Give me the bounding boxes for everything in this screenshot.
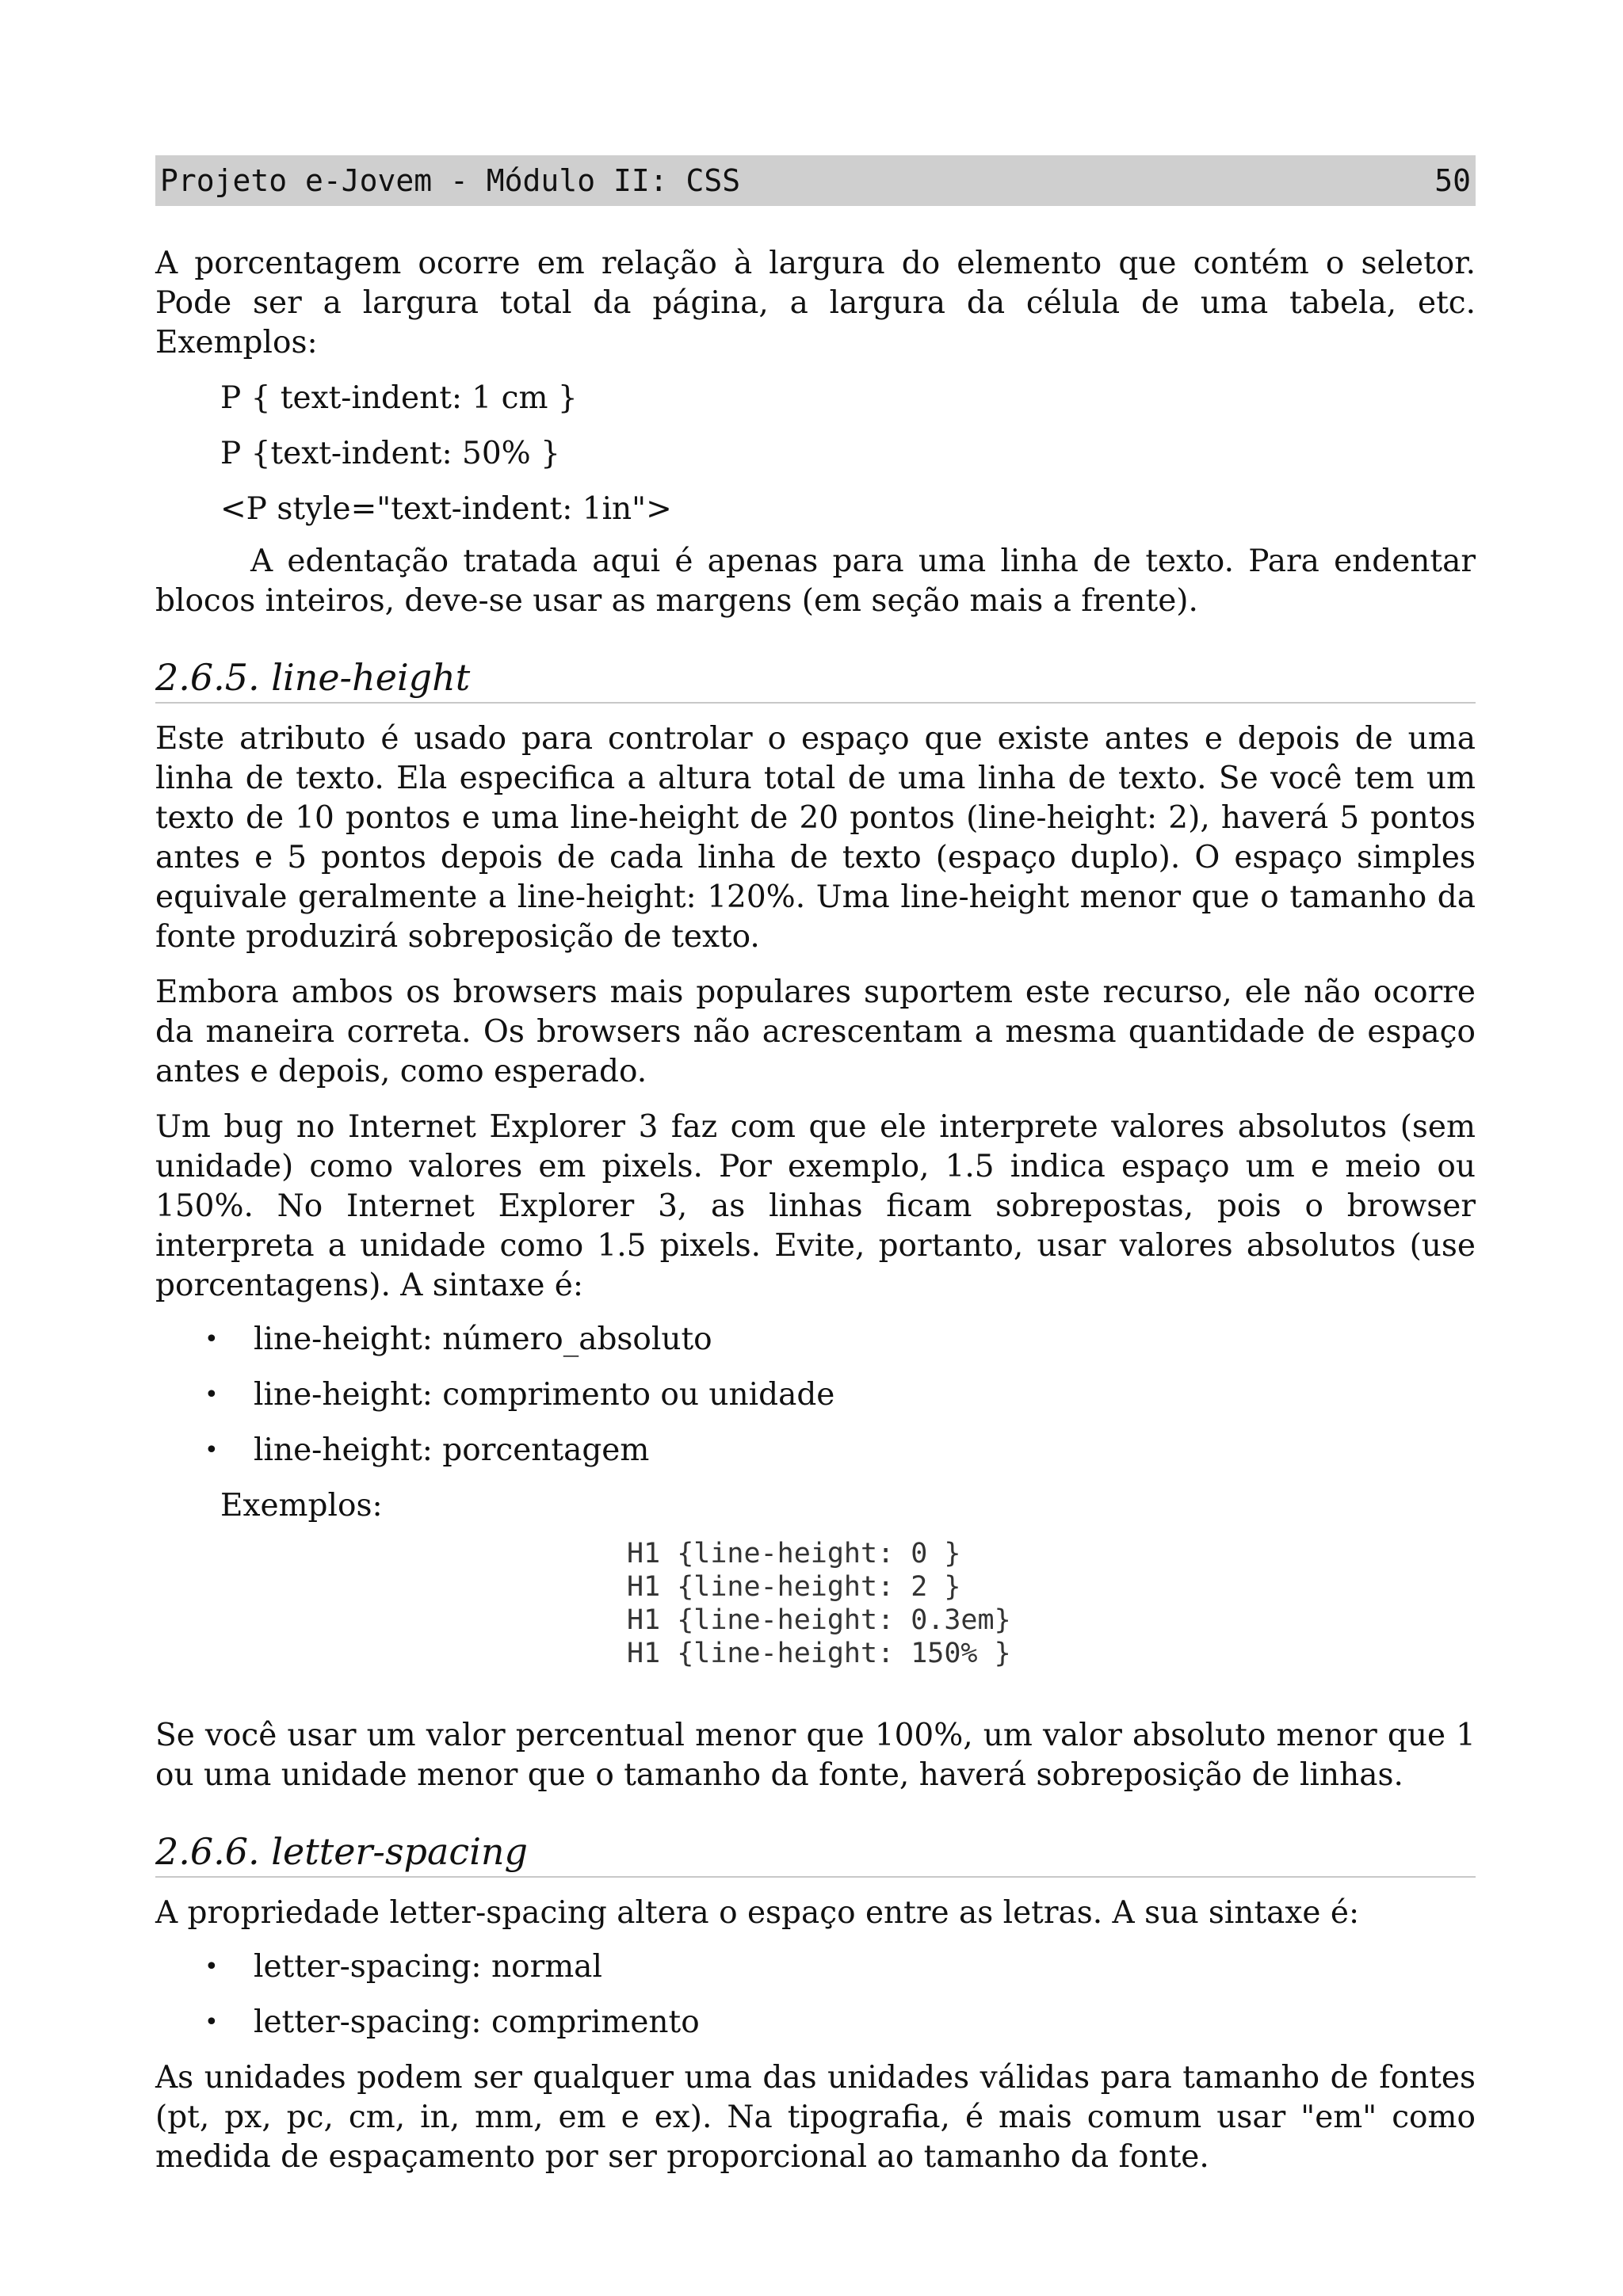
- line-height-paragraph-2: Embora ambos os browsers mais populares suportem este recurso, ele não ocorre da maneira correta. Os browsers não acrescentam a mesma quantidade de espaço antes e depois, como esperado.: [155, 974, 1476, 1089]
- code-line: H1 {line-height: 0.3em}: [627, 1604, 1011, 1636]
- list-item: • line-height: número_absoluto: [155, 1320, 1476, 1360]
- list-item: • line-height: comprimento ou unidade: [155, 1375, 1476, 1415]
- section-title-letter-spacing: 2.6.6. letter-spacing: [155, 1829, 1476, 1878]
- page-header: [155, 155, 1476, 206]
- code-block: [627, 1537, 1476, 1670]
- line-height-paragraph-1: Este atributo é usado para controlar o espaço que existe antes e depois de uma linha de texto. Ela especifica a altura total de uma linha de texto. Se você tem um texto de 10 pontos e uma line-height de 20 pontos (line-height: 2), haverá 5 pontos antes e 5 pontos depois de cada linha de texto (espaço duplo). O espaço simples equivale geralmente a line-height: 120%. Uma line-height menor que o tamanho da fonte produzirá sobreposição de texto.: [155, 721, 1476, 955]
- intro-paragraph: A porcentagem ocorre em relação à largura do elemento que contém o seletor. Pode ser a largura total da página, a largura da célula de uma tabela, etc. Exemplos:: [155, 246, 1476, 360]
- page-number: 50: [1434, 163, 1471, 198]
- examples-label: Exemplos:: [220, 1488, 383, 1524]
- page-content: [155, 244, 1476, 2177]
- code-example-3: <P style="text-indent: 1in">: [220, 491, 672, 527]
- header-title: Projeto e-Jovem - Módulo II: CSS: [160, 163, 741, 198]
- line-height-paragraph-4: Se você usar um valor percentual menor que 100%, um valor absoluto menor que 1 ou uma unidade menor que o tamanho da fonte, haverá sobreposição de linhas.: [155, 1718, 1476, 1793]
- letter-spacing-syntax-list: [155, 1947, 1476, 2042]
- line-height-paragraph-3: Um bug no Internet Explorer 3 faz com que ele interprete valores absolutos (sem unidade) como valores em pixels. Por exemplo, 1.5 indica espaço um e meio ou 150%. No Internet Explorer 3, as linhas ficam sobrepostas, pois o browser interpreta a unidade como 1.5 pixels. Evite, portanto, usar valores absolutos (use porcentagens). A sintaxe é:: [155, 1109, 1476, 1303]
- code-line: H1 {line-height: 2 }: [627, 1571, 961, 1603]
- code-line: H1 {line-height: 150% }: [627, 1638, 1011, 1669]
- letter-spacing-paragraph-2: As unidades podem ser qualquer uma das unidades válidas para tamanho de fontes (pt, px, pc, cm, in, mm, em e ex). Na tipografia, é mais comum usar "em" como medida de espaçamento por ser proporcional ao tamanho da fonte.: [155, 2060, 1476, 2175]
- list-item: • line-height: porcentagem: [155, 1431, 1476, 1470]
- list-item: • letter-spacing: normal: [155, 1947, 1476, 1987]
- section-title-line-height: 2.6.5. line-height: [155, 654, 1476, 704]
- indent-note-paragraph: A edentação tratada aqui é apenas para uma linha de texto. Para endentar blocos inteiros, deve-se usar as margens (em seção mais a frente).: [155, 543, 1476, 619]
- code-line: H1 {line-height: 0 }: [627, 1538, 961, 1569]
- code-example-1: P { text-indent: 1 cm }: [220, 380, 578, 416]
- line-height-syntax-list: [155, 1320, 1476, 1470]
- list-item: • letter-spacing: comprimento: [155, 2003, 1476, 2042]
- letter-spacing-paragraph-1: A propriedade letter-spacing altera o espaço entre as letras. A sua sintaxe é:: [155, 1895, 1360, 1931]
- code-example-2: P {text-indent: 50% }: [220, 436, 560, 471]
